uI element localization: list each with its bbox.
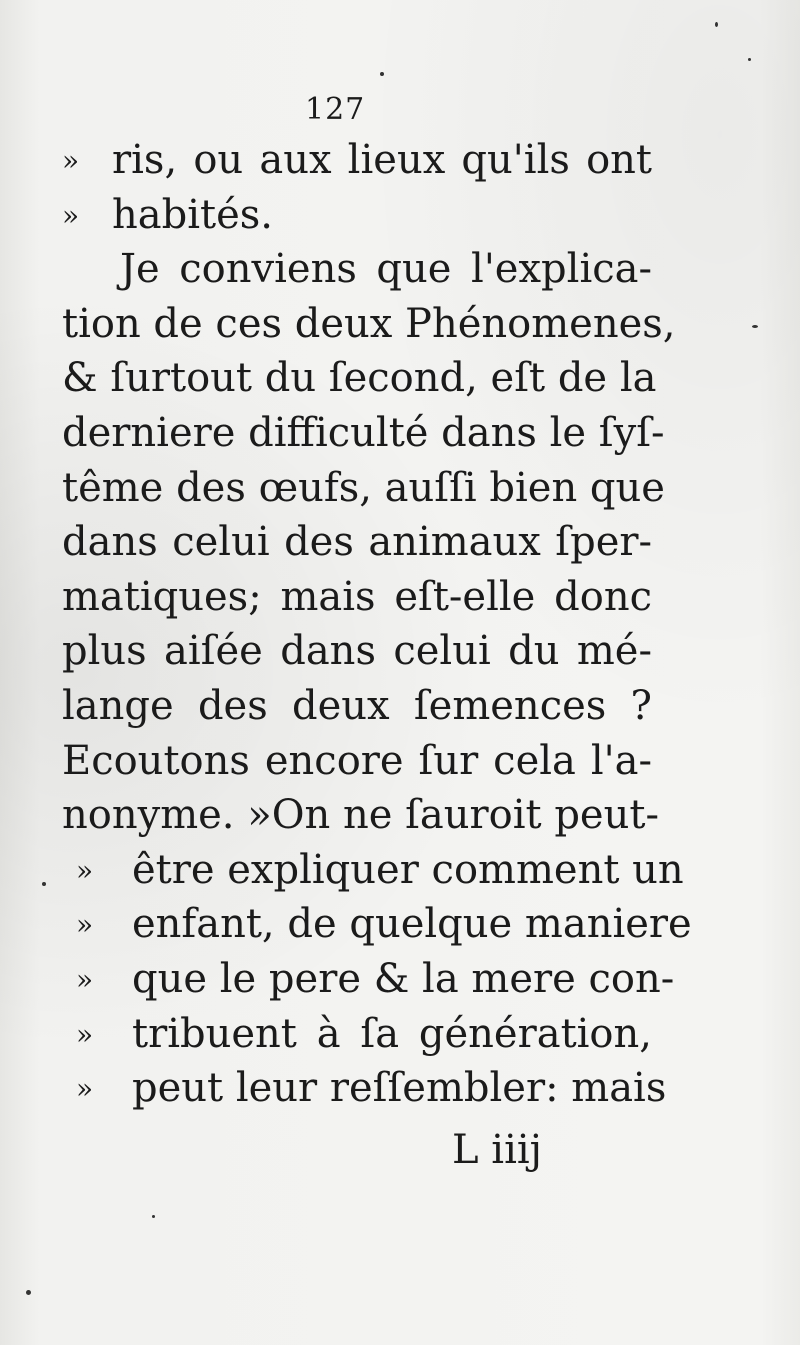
line-text: dans celui des animaux ſper- [62,519,652,566]
text-line [62,624,652,679]
line-text: ris, ou aux lieux qu'ils ont [112,137,652,183]
quote-mark: » [62,198,80,232]
line-text: matiques; mais eſt-elle donc [62,573,652,620]
line-text: nonyme. »On ne ſauroit peut- [62,792,659,839]
quote-mark: » [76,853,94,887]
text-line [62,734,652,789]
text-line [62,1061,667,1116]
line-text: peut leur reſſembler: mais [132,1065,667,1112]
text-line [62,297,676,352]
line-text: & ſurtout du ſecond, eſt de la [62,355,657,402]
line-text: habités. [112,191,273,238]
line-text: lange des deux ſemences ? [62,682,652,729]
line-text: derniere difficulté dans le ſyſ- [62,409,665,456]
line-text: tribuent à ſa génération, [132,1010,652,1057]
catchword-signature: L iiij [452,1127,543,1173]
line-text: être expliquer comment un [132,846,684,893]
text-line [62,406,665,461]
text-line [62,843,684,898]
text-line [62,515,652,570]
line-text: Je conviens que l'explica- [120,246,652,293]
line-text: tion de ces deux Phénomenes, [62,300,676,347]
text-line [62,1007,652,1062]
page-number: 127 [305,92,366,127]
quote-mark: » [62,144,80,177]
text-line [62,461,665,516]
text-line [62,679,652,734]
paper-speck [42,882,46,886]
line-text: Ecoutons encore ſur cela l'a- [62,737,652,784]
text-line [62,133,652,188]
text-line [62,570,652,625]
line-text: enfant, de quelque maniere [132,901,692,948]
paper-speck [380,72,384,76]
paper-speck [748,58,751,61]
quote-mark: » [76,962,94,996]
quote-mark: » [76,1017,94,1051]
paragraph-first-line [62,242,652,297]
quote-mark: » [76,908,94,942]
text-line [62,351,657,406]
quote-mark: » [76,1072,94,1106]
line-text: que le pere & la mere con- [132,955,675,1002]
paper-speck [715,22,718,27]
body-text [62,133,692,1116]
paper-speck [26,1290,31,1295]
text-line [62,188,652,243]
paper-speck [752,325,758,328]
line-text: tême des œufs, auſſi bien que [62,464,665,511]
text-line [62,952,675,1007]
paper-speck [152,1215,155,1218]
line-text: plus aiſée dans celui du mé- [62,628,652,675]
text-line [62,788,659,843]
text-line [62,897,692,952]
